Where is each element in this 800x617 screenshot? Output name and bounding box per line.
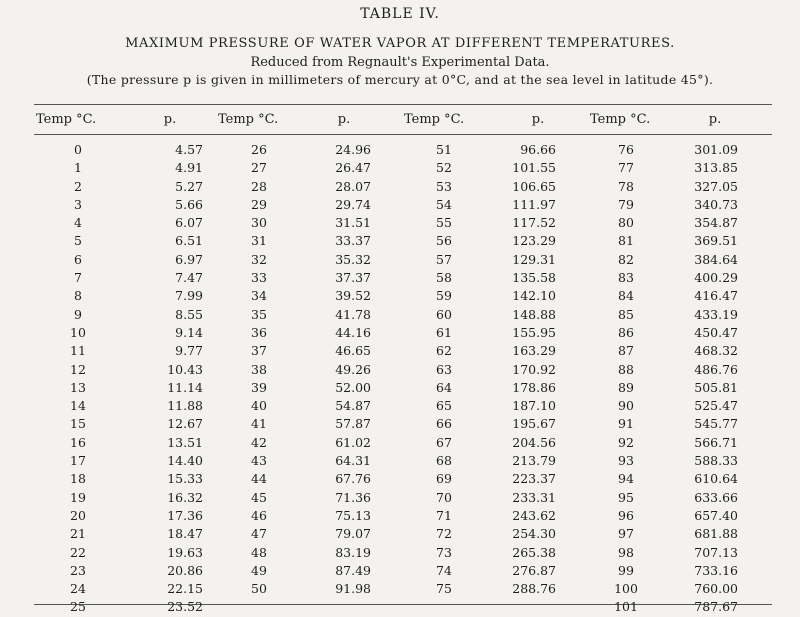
pressure-column-header: p. (708, 112, 722, 127)
temp-cell: 94 (618, 471, 634, 487)
temp-cell: 45 (251, 489, 267, 505)
temp-cell: 42 (251, 434, 267, 450)
pressure-cell: 265.38 (512, 544, 556, 560)
pressure-cell: 400.29 (694, 270, 738, 286)
pressure-cell: 288.76 (512, 581, 556, 597)
temp-cell: 9 (74, 306, 82, 322)
pressure-cell: 15.33 (167, 471, 203, 487)
pressure-cell: 18.47 (167, 526, 203, 542)
temp-cell: 60 (436, 306, 452, 322)
pressure-cell: 187.10 (512, 398, 556, 414)
temp-cell: 11 (70, 343, 86, 359)
pressure-cell: 31.51 (335, 215, 371, 231)
temp-cell: 20 (70, 507, 86, 523)
temp-column-header: Temp °C. (404, 112, 465, 127)
pressure-cell: 6.07 (175, 215, 203, 231)
subtitle: Reduced from Regnault's Experimental Data. (250, 55, 550, 70)
pressure-cell: 67.76 (335, 471, 371, 487)
temp-cell: 5 (74, 233, 82, 249)
pressure-cell: 148.88 (512, 306, 556, 322)
pressure-cell: 468.32 (694, 343, 738, 359)
temp-cell: 89 (618, 379, 634, 395)
pressure-column-header: p. (163, 112, 177, 127)
pressure-cell: 8.55 (175, 306, 203, 322)
pressure-cell: 450.47 (694, 324, 738, 340)
pressure-cell: 35.32 (335, 251, 371, 267)
temp-cell: 54 (436, 196, 452, 212)
pressure-cell: 106.65 (512, 178, 556, 194)
pressure-cell: 23.52 (167, 599, 203, 615)
temp-cell: 74 (436, 562, 452, 578)
pressure-cell: 117.52 (512, 215, 556, 231)
table-note: (The pressure p is given in millimeters of mercury at 0°C, and at the sea level in latitude 45°). (86, 72, 714, 87)
temp-cell: 21 (70, 526, 86, 542)
temp-cell: 30 (251, 215, 267, 231)
table-label: TABLE IV. (360, 6, 440, 22)
pressure-cell: 4.57 (175, 142, 203, 157)
pressure-cell: 57.87 (335, 416, 371, 432)
pressure-cell: 33.37 (335, 233, 371, 249)
temp-cell: 57 (436, 251, 452, 267)
pressure-cell: 178.86 (512, 379, 556, 395)
pressure-cell: 610.64 (694, 471, 738, 487)
temp-cell: 63 (436, 361, 452, 377)
pressure-cell: 11.14 (167, 379, 203, 395)
pressure-cell: 313.85 (694, 160, 738, 176)
temp-cell: 65 (436, 398, 452, 414)
pressure-cell: 354.87 (694, 215, 738, 231)
pressure-cell: 111.97 (512, 196, 556, 212)
temp-cell: 90 (618, 398, 634, 414)
pressure-cell: 416.47 (694, 288, 738, 304)
pressure-cell: 525.47 (694, 398, 738, 414)
pressure-cell: 14.40 (167, 453, 203, 469)
pressure-column-header: p. (531, 112, 545, 127)
pressure-cell: 566.71 (694, 434, 738, 450)
pressure-cell: 254.30 (512, 526, 556, 542)
pressure-cell: 433.19 (694, 306, 738, 322)
pressure-cell: 7.99 (175, 288, 203, 304)
pressure-cell: 633.66 (694, 489, 738, 505)
temp-column (58, 141, 98, 617)
temp-cell: 53 (436, 178, 452, 194)
temp-cell: 24 (70, 581, 86, 597)
pressure-cell: 52.00 (335, 379, 371, 395)
temp-cell: 34 (251, 288, 267, 304)
pressure-cell: 223.37 (512, 471, 556, 487)
temp-column-header: Temp °C. (590, 112, 651, 127)
pressure-cell: 340.73 (694, 196, 738, 212)
pressure-cell: 9.14 (175, 324, 203, 340)
temp-cell: 48 (251, 544, 267, 560)
temp-cell: 100 (614, 581, 638, 597)
temp-cell: 26 (251, 142, 267, 157)
pressure-cell: 657.40 (694, 507, 738, 523)
temp-cell: 77 (618, 160, 634, 176)
pressure-cell: 505.81 (694, 379, 738, 395)
pressure-column (486, 141, 556, 598)
temp-cell: 97 (618, 526, 634, 542)
pressure-cell: 486.76 (694, 361, 738, 377)
temp-cell: 85 (618, 306, 634, 322)
temp-cell: 82 (618, 251, 634, 267)
temp-cell: 37 (251, 343, 267, 359)
temp-cell: 96 (618, 507, 634, 523)
temp-column (424, 141, 464, 598)
temp-cell: 72 (436, 526, 452, 542)
pressure-cell: 17.36 (167, 507, 203, 523)
temp-cell: 7 (74, 270, 82, 286)
temp-cell: 87 (618, 343, 634, 359)
pressure-cell: 243.62 (512, 507, 556, 523)
pressure-cell: 49.26 (335, 361, 371, 377)
pressure-cell: 6.97 (175, 251, 203, 267)
pressure-cell: 707.13 (694, 544, 738, 560)
temp-cell: 59 (436, 288, 452, 304)
pressure-cell: 39.52 (335, 288, 371, 304)
pressure-cell: 22.15 (167, 581, 203, 597)
pressure-cell: 64.31 (335, 453, 371, 469)
temp-cell: 13 (70, 379, 86, 395)
top-rule (34, 104, 772, 105)
temp-cell: 92 (618, 434, 634, 450)
temp-cell: 32 (251, 251, 267, 267)
pressure-cell: 588.33 (694, 453, 738, 469)
temp-cell: 50 (251, 581, 267, 597)
temp-cell: 52 (436, 160, 452, 176)
pressure-cell: 9.77 (175, 343, 203, 359)
pressure-cell: 101.55 (512, 160, 556, 176)
pressure-cell: 760.00 (694, 581, 738, 597)
pressure-cell: 5.66 (175, 196, 203, 212)
temp-cell: 27 (251, 160, 267, 176)
temp-cell: 25 (70, 599, 86, 615)
temp-cell: 83 (618, 270, 634, 286)
temp-cell: 1 (74, 160, 82, 176)
temp-column (606, 141, 646, 617)
pressure-cell: 75.13 (335, 507, 371, 523)
temp-cell: 17 (70, 453, 86, 469)
temp-cell: 8 (74, 288, 82, 304)
temp-cell: 95 (618, 489, 634, 505)
temp-cell: 12 (70, 361, 86, 377)
pressure-cell: 91.98 (335, 581, 371, 597)
temp-cell: 2 (74, 178, 82, 194)
pressure-cell: 163.29 (512, 343, 556, 359)
temp-cell: 4 (74, 215, 82, 231)
temp-cell: 75 (436, 581, 452, 597)
pressure-cell: 369.51 (694, 233, 738, 249)
pressure-cell: 79.07 (335, 526, 371, 542)
pressure-cell: 44.16 (335, 324, 371, 340)
temp-cell: 56 (436, 233, 452, 249)
temp-column (239, 141, 279, 598)
pressure-cell: 71.36 (335, 489, 371, 505)
temp-cell: 15 (70, 416, 86, 432)
pressure-cell: 13.51 (167, 434, 203, 450)
pressure-cell: 19.63 (167, 544, 203, 560)
temp-cell: 80 (618, 215, 634, 231)
temp-cell: 66 (436, 416, 452, 432)
temp-cell: 31 (251, 233, 267, 249)
temp-cell: 29 (251, 196, 267, 212)
pressure-cell: 96.66 (520, 142, 556, 157)
temp-cell: 88 (618, 361, 634, 377)
pressure-cell: 6.51 (175, 233, 203, 249)
temp-cell: 101 (614, 599, 638, 615)
temp-cell: 71 (436, 507, 452, 523)
temp-cell: 98 (618, 544, 634, 560)
temp-cell: 58 (436, 270, 452, 286)
temp-cell: 39 (251, 379, 267, 395)
pressure-cell: 16.32 (167, 489, 203, 505)
pressure-cell: 170.92 (512, 361, 556, 377)
pressure-cell: 545.77 (694, 416, 738, 432)
temp-cell: 93 (618, 453, 634, 469)
temp-cell: 6 (74, 251, 82, 267)
temp-cell: 19 (70, 489, 86, 505)
temp-cell: 38 (251, 361, 267, 377)
pressure-column (133, 141, 203, 617)
temp-cell: 76 (618, 142, 634, 157)
page-title: MAXIMUM PRESSURE OF WATER VAPOR AT DIFFERENT TEMPERATURES. (125, 36, 675, 51)
temp-cell: 18 (70, 471, 86, 487)
temp-column-header: Temp °C. (36, 112, 97, 127)
pressure-column-header: p. (337, 112, 351, 127)
temp-cell: 22 (70, 544, 86, 560)
pressure-cell: 301.09 (694, 142, 738, 157)
pressure-cell: 7.47 (175, 270, 203, 286)
temp-column-header: Temp °C. (218, 112, 279, 127)
pressure-cell: 28.07 (335, 178, 371, 194)
pressure-cell: 61.02 (335, 434, 371, 450)
pressure-cell: 26.47 (335, 160, 371, 176)
pressure-cell: 681.88 (694, 526, 738, 542)
pressure-cell: 5.27 (175, 178, 203, 194)
pressure-column (301, 141, 371, 598)
pressure-cell: 276.87 (512, 562, 556, 578)
temp-cell: 67 (436, 434, 452, 450)
temp-cell: 78 (618, 178, 634, 194)
temp-cell: 16 (70, 434, 86, 450)
pressure-cell: 87.49 (335, 562, 371, 578)
pressure-cell: 384.64 (694, 251, 738, 267)
pressure-cell: 155.95 (512, 324, 556, 340)
temp-cell: 46 (251, 507, 267, 523)
temp-cell: 69 (436, 471, 452, 487)
pressure-cell: 20.86 (167, 562, 203, 578)
temp-cell: 36 (251, 324, 267, 340)
temp-cell: 62 (436, 343, 452, 359)
pressure-cell: 233.31 (512, 489, 556, 505)
temp-cell: 0 (74, 142, 82, 157)
temp-cell: 81 (618, 233, 634, 249)
temp-cell: 79 (618, 196, 634, 212)
temp-cell: 10 (70, 324, 86, 340)
pressure-cell: 327.05 (694, 178, 738, 194)
temp-cell: 70 (436, 489, 452, 505)
pressure-cell: 41.78 (335, 306, 371, 322)
pressure-cell: 10.43 (167, 361, 203, 377)
temp-cell: 91 (618, 416, 634, 432)
temp-cell: 33 (251, 270, 267, 286)
temp-cell: 28 (251, 178, 267, 194)
pressure-cell: 129.31 (512, 251, 556, 267)
pressure-cell: 29.74 (335, 196, 371, 212)
pressure-cell: 11.88 (167, 398, 203, 414)
pressure-cell: 195.67 (512, 416, 556, 432)
temp-cell: 68 (436, 453, 452, 469)
pressure-cell: 4.91 (175, 160, 203, 176)
header-rule (34, 134, 772, 135)
pressure-cell: 787.67 (694, 599, 738, 615)
temp-cell: 47 (251, 526, 267, 542)
temp-cell: 51 (436, 142, 452, 157)
temp-cell: 99 (618, 562, 634, 578)
temp-cell: 55 (436, 215, 452, 231)
pressure-column (668, 141, 738, 617)
temp-cell: 14 (70, 398, 86, 414)
temp-cell: 35 (251, 306, 267, 322)
pressure-cell: 142.10 (512, 288, 556, 304)
temp-cell: 84 (618, 288, 634, 304)
pressure-cell: 204.56 (512, 434, 556, 450)
temp-cell: 41 (251, 416, 267, 432)
temp-cell: 44 (251, 471, 267, 487)
pressure-cell: 46.65 (335, 343, 371, 359)
temp-cell: 3 (74, 196, 82, 212)
pressure-cell: 83.19 (335, 544, 371, 560)
pressure-cell: 123.29 (512, 233, 556, 249)
temp-cell: 23 (70, 562, 86, 578)
pressure-cell: 37.37 (335, 270, 371, 286)
temp-cell: 40 (251, 398, 267, 414)
pressure-cell: 12.67 (167, 416, 203, 432)
pressure-cell: 733.16 (694, 562, 738, 578)
pressure-cell: 135.58 (512, 270, 556, 286)
temp-cell: 64 (436, 379, 452, 395)
temp-cell: 61 (436, 324, 452, 340)
temp-cell: 43 (251, 453, 267, 469)
pressure-cell: 54.87 (335, 398, 371, 414)
temp-cell: 86 (618, 324, 634, 340)
temp-cell: 73 (436, 544, 452, 560)
temp-cell: 49 (251, 562, 267, 578)
pressure-cell: 24.96 (335, 142, 371, 157)
pressure-cell: 213.79 (512, 453, 556, 469)
